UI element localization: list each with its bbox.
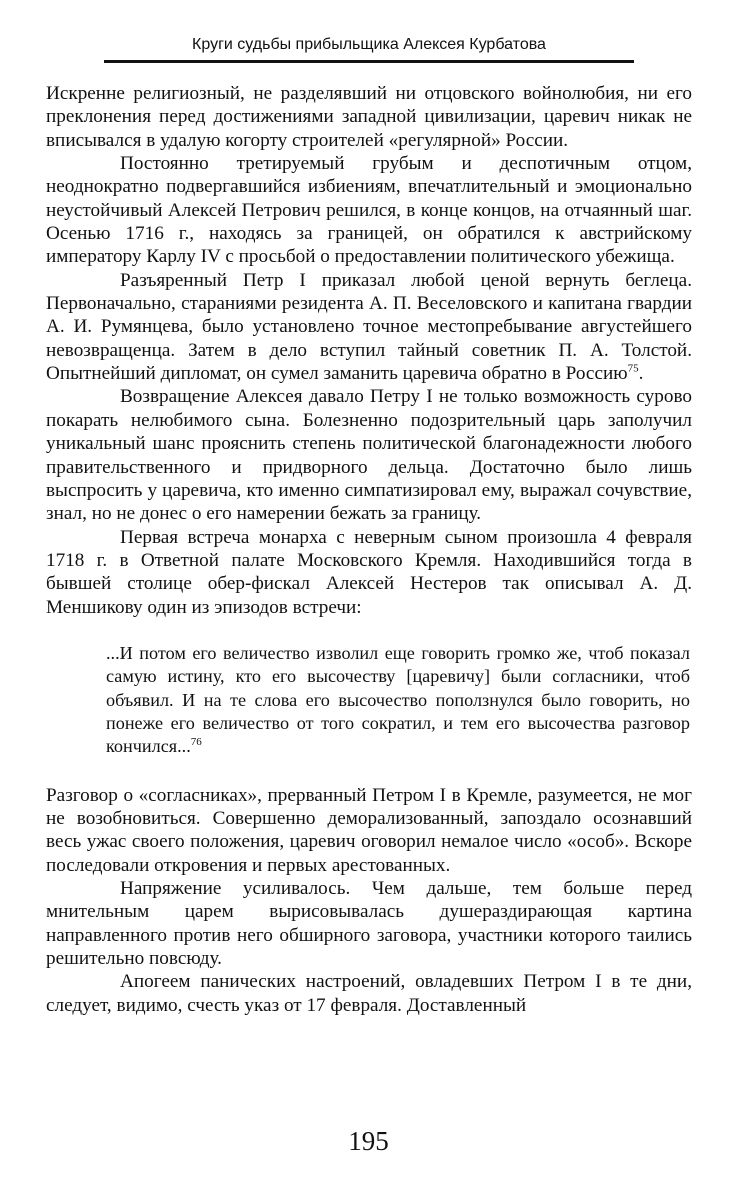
paragraph-7: Напряжение усиливалось. Чем дальше, тем больше перед мнительным царем вырисовывалась душераздирающая картина направленного против него обширного заговора, участники которого таились решительно повсюду. <box>46 878 692 970</box>
footnote-ref-75[interactable]: 75 <box>627 362 639 375</box>
paragraph-1: Искренне религиозный, не разделявший ни отцовского войнолюбия, ни его преклонения перед достижениями западной цивилизации, царевич никак не вписывался в удалую когорту строителей «регулярной» России. <box>46 83 692 151</box>
footnote-ref-76[interactable]: 76 <box>190 736 202 749</box>
paragraph-2: Постоянно третируемый грубым и деспотичным отцом, неоднократно подвергавшийся избиениям, впечатлительный и эмоционально неустойчивый Алексей Петрович решился, в конце концов, на отчаянный шаг. Осенью 1716 г., находясь за границей, он обратился к австрийскому императору Карлу IV с просьбой о предоставлении политического убежища. <box>46 153 692 268</box>
paragraph-3: Разъяренный Петр I приказал любой ценой вернуть беглеца. Первоначально, стараниями резидента А. П. Веселовского и капитана гвардии А. И. Румянцева, было установлено точное местопребывание августейшего невозвращенца. Затем в дело вступил тайный советник П. А. Толстой. Опытнейший дипломат, он сумел заманить царевича обратно в Россию$^{75}$. <box>46 269 692 385</box>
block-quote: ...И потом его величество изволил еще говорить громко же, чтоб показал самую истину, кто его высочеству [царевичу] были согласники, чтоб объявил. И на те слова его высочество поползнулся было говорить, но понеже его величество от того сократил, и тем его высочества разговор кончился...$^{76}$ <box>106 642 690 757</box>
body-text <box>46 82 692 1017</box>
paragraph-6: Разговор о «согласниках», прерванный Петром I в Кремле, разумеется, не мог не возобновиться. Совершенно деморализованный, запоздало осознавший весь ужас своего положения, царевич оговорил немалое число «особ». Вскоре последовали откровения и первых арестованных. <box>46 784 692 876</box>
paragraph-4: Возвращение Алексея давало Петру I не только возможность сурово покарать нелюбимого сына. Болезненно подозрительный царь заполучил уникальный шанс прояснить степень политической благонадежности любого правительственного и придворного дельца. Достаточно было лишь выспросить у царевича, кто именно симпатизировал ему, выражал сочувствие, знал, но не донес о его намерении бежать за границу. <box>46 386 692 525</box>
paragraph-8: Апогеем панических настроений, овладевших Петром I в те дни, следует, видимо, счесть указ от 17 февраля. Доставленный <box>46 971 692 1016</box>
header-rule <box>104 60 634 63</box>
page-number: 195 <box>348 1126 389 1156</box>
running-header: Круги судьбы прибыльщика Алексея Курбатова <box>192 36 546 53</box>
paragraph-5: Первая встреча монарха с неверным сыном произошла 4 февраля 1718 г. в Ответной палате Московского Кремля. Находившийся тогда в бывшей столице обер-фискал Алексей Нестеров так описывал А. Д. Меншикову один из эпизодов встречи: <box>46 526 692 618</box>
